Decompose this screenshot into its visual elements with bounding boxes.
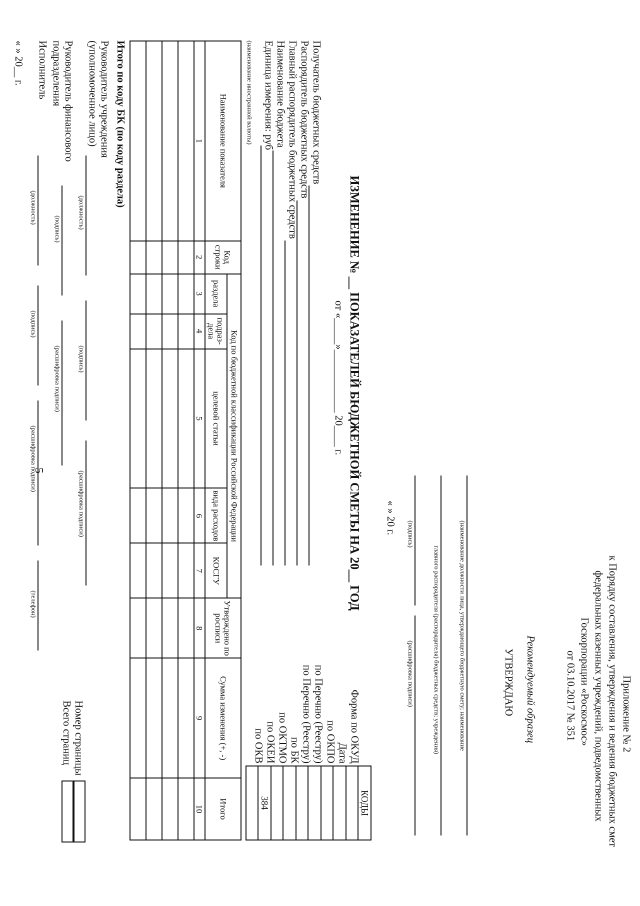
table-cell[interactable] [146, 543, 162, 598]
finance-unit-label: подразделения [50, 40, 62, 107]
finance-signature-caption: (подпись) [53, 215, 61, 243]
requisite-line-5 [261, 146, 262, 566]
requisite-line-2 [297, 201, 298, 566]
page-no-box[interactable] [74, 781, 86, 843]
head-finance-label: Руководитель финансового [62, 40, 74, 162]
approver-date: « » 20 г. [384, 500, 396, 536]
total-by-bk: Итого по коду БК (по коду раздела) [114, 40, 126, 208]
codes-table [246, 766, 372, 841]
table-cell[interactable] [162, 543, 178, 598]
footer-date: « » 20__ г. [12, 40, 24, 86]
finance-signature-line[interactable] [62, 186, 63, 296]
sample-label: Рекомендуемый образец [524, 635, 536, 743]
table-cell[interactable] [178, 543, 194, 598]
table-cell[interactable] [146, 778, 162, 840]
approve-label: УТВЕРЖДАЮ [502, 648, 514, 717]
head-decode-line[interactable] [86, 441, 87, 586]
head-institution-label: Руководитель учреждения [98, 40, 110, 158]
code-cell-okei[interactable]: 384 [259, 766, 272, 840]
code-cell-registry-1[interactable] [309, 766, 322, 840]
code-label-registry-1: по Перечню (Реестру) [312, 664, 324, 764]
approver-signature-line [415, 476, 416, 606]
finance-decode-caption: (расшифровка подписи) [53, 345, 61, 412]
page-number: 5 [32, 467, 47, 474]
approver-manager-line [441, 476, 442, 836]
head-position-line[interactable] [86, 156, 87, 276]
head-signature-caption: (подпись) [77, 345, 85, 373]
column-number: 9 [194, 658, 205, 778]
table-cell[interactable] [146, 658, 162, 778]
table-cell[interactable] [130, 349, 146, 489]
table-cell[interactable] [130, 658, 146, 778]
table-cell[interactable] [130, 274, 146, 314]
column-number: 8 [194, 598, 205, 658]
code-label-okpo: по ОКПО [324, 720, 336, 764]
table-cell[interactable] [178, 241, 194, 274]
total-pages-box[interactable] [62, 781, 74, 843]
column-number: 10 [194, 778, 205, 840]
header-target: целевой статьи [205, 349, 227, 489]
approver-decode-line [415, 616, 416, 836]
table-cell[interactable] [162, 658, 178, 778]
approver-manager-caption: главного распорядителя (распорядителя) бюджетных средств; учреждения) [432, 545, 440, 755]
indicators-table [130, 41, 242, 841]
code-cell-okpo[interactable] [321, 766, 334, 840]
table-cell[interactable] [178, 598, 194, 658]
table-cell[interactable] [130, 778, 146, 840]
document-title: ИЗМЕНЕНИЕ № __ ПОКАЗАТЕЛЕЙ БЮДЖЕТНОЙ СМЕТЫ НА 20__ ГОД [347, 175, 362, 611]
head-signature-line[interactable] [86, 301, 87, 421]
approver-position-caption: (наименование должности лица, утверждающего бюджетную смету; наименование [458, 520, 466, 751]
header-classification: Код по бюджетной классификации Российской Федерации [227, 274, 241, 599]
code-cell-registry-2[interactable] [296, 766, 309, 840]
currency-caption: (наименование иностранной валюты) [245, 40, 253, 145]
table-cell[interactable] [162, 274, 178, 314]
approver-decode-caption: (расшифровка подписи) [406, 640, 414, 707]
header-total: Итого [205, 778, 241, 840]
code-cell-bk[interactable] [284, 766, 297, 840]
requisite-label-4: Наименование бюджета [274, 40, 286, 148]
table-cell[interactable] [130, 241, 146, 274]
table-cell[interactable] [162, 314, 178, 349]
header-change-sum: Сумма изменения (+, -) [205, 658, 241, 778]
header-section: раздела [205, 274, 227, 314]
requisite-line-3 [285, 241, 286, 566]
table-cell[interactable] [130, 598, 146, 658]
column-number: 4 [194, 314, 205, 349]
table-cell[interactable] [162, 41, 178, 241]
codes-header: КОДЫ [359, 766, 372, 840]
executor-signature-line[interactable] [38, 286, 39, 386]
approver-position-line [467, 476, 468, 836]
code-label-bk: по БК [288, 736, 300, 764]
authorized-person-label: (уполномоченное лицо) [86, 40, 98, 147]
document-date: от «_____»____________ 20____ г. [332, 300, 344, 456]
table-cell[interactable] [146, 241, 162, 274]
head-decode-caption: (расшифровка подписи) [77, 470, 85, 537]
code-cell-okv[interactable] [246, 766, 259, 840]
executor-position-line[interactable] [38, 156, 39, 266]
rotated-form-sheet [0, 1, 640, 906]
table-cell[interactable] [178, 658, 194, 778]
table-cell[interactable] [178, 488, 194, 543]
executor-phone-line[interactable] [38, 561, 39, 651]
header-approved: Утверждено по росписи [205, 598, 241, 658]
table-cell[interactable] [130, 488, 146, 543]
appendix-line4: Госкорпорации «Роскосмос» [578, 617, 590, 746]
appendix-line5: от 03.10.2017 № 351 [564, 650, 576, 742]
code-cell-okud[interactable] [346, 766, 359, 840]
code-label-date: Дата [336, 742, 348, 764]
requisite-label-2: Распорядитель бюджетных средств [298, 40, 310, 199]
appendix-line2: к Порядку составления, утверждения и ведения бюджетных смет [606, 555, 618, 847]
code-cell-oktmo[interactable] [271, 766, 284, 840]
header-code-line: Код строки [205, 241, 241, 274]
executor-signature-caption: (подпись) [29, 310, 37, 338]
table-cell[interactable] [162, 488, 178, 543]
requisite-label-5: Единица измерения: руб [262, 40, 274, 151]
code-cell-date[interactable] [334, 766, 347, 840]
executor-position-caption: (должность) [29, 190, 37, 225]
table-cell[interactable] [130, 314, 146, 349]
table-cell[interactable] [162, 598, 178, 658]
header-name: Наименование показателя [205, 41, 241, 241]
executor-decode-line[interactable] [38, 401, 39, 546]
table-cell[interactable] [162, 778, 178, 840]
table-cell[interactable] [146, 274, 162, 314]
table-cell[interactable] [162, 349, 178, 489]
appendix-line3: федеральных казенных учреждений, подведомственных [592, 570, 604, 822]
page-no-label: Номер страницы [72, 700, 84, 776]
requisite-label-3: Главный распорядитель бюджетных средств [286, 40, 298, 239]
table-cell[interactable] [146, 41, 162, 241]
table-cell[interactable] [178, 349, 194, 489]
code-label-okei: по ОКЕИ [264, 721, 276, 764]
approver-signature-caption: (подпись) [406, 520, 414, 548]
column-number: 3 [194, 274, 205, 314]
code-label-oktmo: по ОКТМО [276, 712, 288, 764]
code-label-registry-2: по Перечню (Реестру) [300, 664, 312, 764]
header-expense-type: вида расходов [205, 488, 227, 543]
table-cell[interactable] [146, 349, 162, 489]
table-cell[interactable] [146, 598, 162, 658]
column-number: 6 [194, 488, 205, 543]
column-number: 5 [194, 349, 205, 489]
table-cell[interactable] [178, 274, 194, 314]
finance-decode-line[interactable] [62, 321, 63, 466]
requisite-label-1: Получатель бюджетных средств [310, 40, 322, 185]
requisite-line-4 [273, 151, 274, 566]
table-cell[interactable] [178, 778, 194, 840]
column-number: 7 [194, 543, 205, 598]
header-subsection: подраз- дела [205, 314, 227, 349]
table-cell[interactable] [130, 41, 146, 241]
table-cell[interactable] [178, 314, 194, 349]
code-label-okv: по ОКВ [252, 728, 264, 764]
column-number: 1 [194, 41, 205, 241]
table-cell[interactable] [146, 488, 162, 543]
table-cell[interactable] [162, 241, 178, 274]
head-position-caption: (должность) [77, 195, 85, 230]
executor-label: Исполнитель [36, 40, 48, 100]
header-kosgu: КОСГУ [205, 543, 227, 598]
column-number: 2 [194, 241, 205, 274]
table-cell[interactable] [146, 314, 162, 349]
table-cell[interactable] [178, 41, 194, 241]
executor-decode-caption: (расшифровка подписи) [29, 425, 37, 492]
total-pages-label: Всего страниц [60, 700, 72, 766]
code-label-okud: Форма по ОКУД [348, 689, 360, 764]
table-cell[interactable] [130, 543, 146, 598]
executor-phone-caption: (телефон) [29, 590, 37, 618]
requisite-line-1 [309, 186, 310, 566]
appendix-label: Приложение № 2 [620, 675, 632, 753]
